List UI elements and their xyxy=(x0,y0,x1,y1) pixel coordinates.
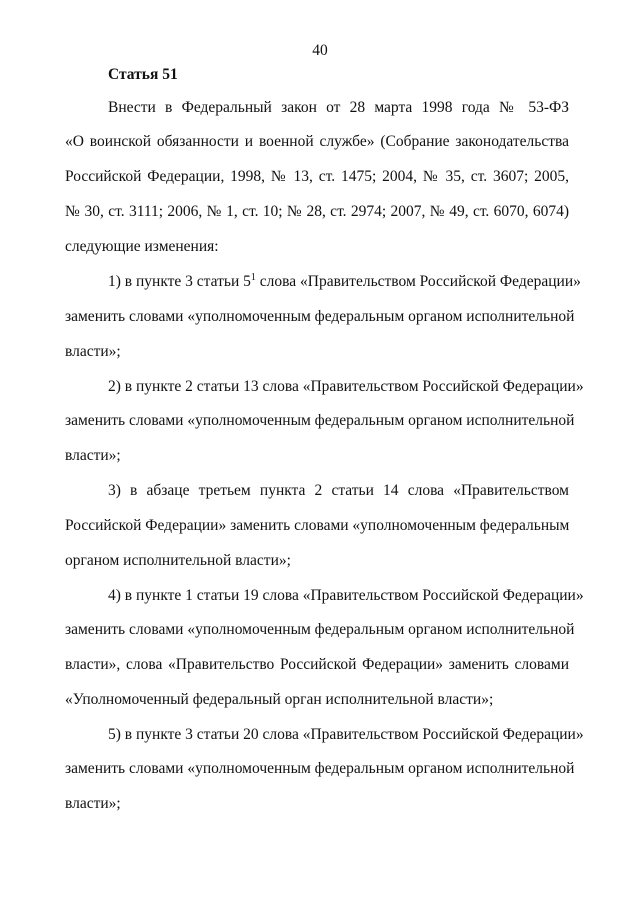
item-5-line-2: заменить словами «уполномоченным федеральным органом исполнительной xyxy=(65,760,575,777)
item-1-prefix: 1) в пункте 3 статьи 5 xyxy=(108,273,251,290)
intro-line-1: Внести в Федеральный закон от 28 марта 1998 года № 53-ФЗ xyxy=(108,99,569,116)
item-3-line-2: Российской Федерации» заменить словами «уполномоченным федеральным xyxy=(65,517,570,534)
item-3-line-1: 3) в абзаце третьем пункта 2 статьи 14 слова «Правительством xyxy=(108,482,569,499)
intro-line-4: № 30, ст. 3111; 2006, № 1, ст. 10; № 28, ст. 2974; 2007, № 49, ст. 6070, 6074) xyxy=(65,203,569,220)
item-1-line-2: заменить словами «уполномоченным федеральным органом исполнительной xyxy=(65,308,575,325)
intro-line-2: «О воинской обязанности и военной службе» (Собрание законодательства xyxy=(65,133,569,150)
intro-line-3: Российской Федерации, 1998, № 13, ст. 1475; 2004, № 35, ст. 3607; 2005, xyxy=(65,168,569,185)
intro-line-5: следующие изменения: xyxy=(65,238,219,255)
item-2-line-3: власти»; xyxy=(65,447,121,464)
page-number: 40 xyxy=(312,42,328,59)
item-4-line-1: 4) в пункте 1 статьи 19 слова «Правительством Российской Федерации» xyxy=(108,587,584,604)
item-2-line-2: заменить словами «уполномоченным федеральным органом исполнительной xyxy=(65,412,575,429)
item-4-line-3: власти», слова «Правительство Российской Федерации» заменить словами xyxy=(65,656,569,673)
item-1-superscript: 1 xyxy=(250,272,256,283)
item-1-suffix: слова «Правительством Российской Федерации» xyxy=(255,273,581,290)
item-2-line-1: 2) в пункте 2 статьи 13 слова «Правительством Российской Федерации» xyxy=(108,378,584,395)
item-1-line-1 xyxy=(108,272,581,291)
item-1-line-3: власти»; xyxy=(65,343,121,360)
item-4-line-2: заменить словами «уполномоченным федеральным органом исполнительной xyxy=(65,621,575,638)
item-3-line-3: органом исполнительной власти»; xyxy=(65,552,291,569)
item-4-line-4: «Уполномоченный федеральный орган исполнительной власти»; xyxy=(65,691,494,708)
item-5-line-3: власти»; xyxy=(65,795,121,812)
item-5-line-1: 5) в пункте 3 статьи 20 слова «Правительством Российской Федерации» xyxy=(108,726,584,743)
article-title: Статья 51 xyxy=(108,66,178,83)
